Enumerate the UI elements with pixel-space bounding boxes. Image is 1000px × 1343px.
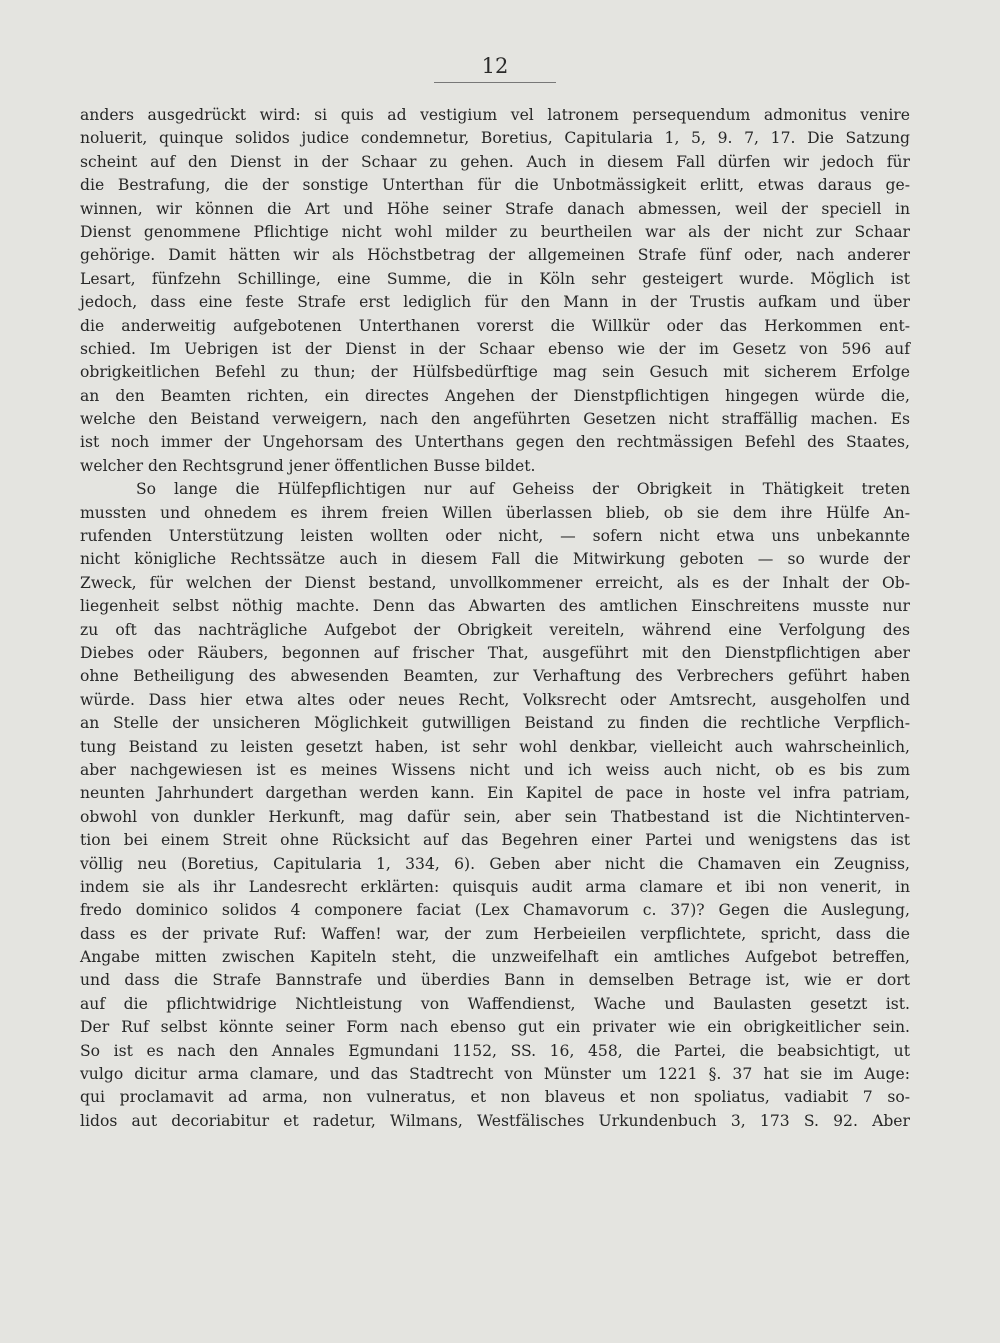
text-line: zu oft das nachträgliche Aufgebot der Obrigkeit vereiteln, während eine Verfolgung des	[80, 620, 910, 639]
text-line: ohne Betheiligung des abwesenden Beamten, zur Verhaftung des Verbrechers geführt haben	[80, 667, 910, 686]
text-line: gehörige. Damit hätten wir als Höchstbetrag der allgemeinen Strafe fünf oder, nach anderer	[80, 246, 910, 265]
text-line: an Stelle der unsicheren Möglichkeit gutwilligen Beistand zu finden die rechtliche Verpflich-	[80, 714, 910, 733]
text-line: liegenheit selbst nöthig machte. Denn das Abwarten des amtlichen Einschreitens musste nur	[80, 597, 910, 616]
text-line: neunten Jahrhundert dargethan werden kann. Ein Kapitel de pace in hoste vel infra patriam,	[80, 784, 910, 803]
text-line: Diebes oder Räubers, begonnen auf frischer That, ausgeführt mit den Dienstpflichtigen aber	[80, 643, 910, 662]
text-line: Dienst genommene Pflichtige nicht wohl milder zu beurtheilen war als der nicht zur Schaar	[80, 222, 910, 241]
text-line: tion bei einem Streit ohne Rücksicht auf das Begehren einer Partei und wenigstens das ist	[80, 831, 910, 850]
text-line: anders ausgedrückt wird: si quis ad vestigium vel latronem persequendum admonitus venire	[80, 106, 910, 124]
text-line: jedoch, dass eine feste Strafe erst lediglich für den Mann in der Trustis aufkam und über	[80, 293, 910, 312]
text-line: fredo dominico solidos 4 componere faciat (Lex Chamavorum c. 37)? Gegen die Auslegung,	[80, 901, 910, 920]
text-line: welcher den Rechtsgrund jener öffentlichen Busse bildet.	[80, 456, 536, 475]
text-line: mussten und ohnedem es ihrem freien Willen überlassen blieb, ob sie dem ihre Hülfe An-	[80, 503, 910, 522]
text-line: tung Beistand zu leisten gesetzt haben, ist sehr wohl denkbar, vielleicht auch wahrscheinlich,	[80, 737, 910, 756]
text-line: So ist es nach den Annales Egmundani 1152, SS. 16, 458, die Partei, die beabsichtigt, ut	[80, 1041, 910, 1060]
text-line: auf die pflichtwidrige Nichtleistung von Waffendienst, Wache und Baulasten gesetzt ist.	[80, 994, 910, 1013]
text-line: schied. Im Uebrigen ist der Dienst in der Schaar ebenso wie der im Gesetz von 596 auf	[80, 339, 910, 358]
text-line: qui proclamavit ad arma, non vulneratus, et non blaveus et non spoliatus, vadiabit 7 so-	[80, 1088, 910, 1107]
body-text	[80, 104, 910, 1133]
text-line: an den Beamten richten, ein directes Angehen der Dienstpflichtigen hingegen würde die,	[80, 386, 910, 405]
text-line: dass es der private Ruf: Waffen! war, der zum Herbeieilen verpflichtete, spricht, dass die	[80, 924, 910, 943]
text-line: die Bestrafung, die der sonstige Unterthan für die Unbotmässigkeit erlitt, etwas daraus ge-	[80, 176, 910, 195]
text-line: ist noch immer der Ungehorsam des Unterthans gegen den rechtmässigen Befehl des Staates,	[80, 433, 910, 452]
text-line: Angabe mitten zwischen Kapiteln steht, die unzweifelhaft ein amtliches Aufgebot betreffen,	[80, 948, 910, 967]
text-line: welche den Beistand verweigern, nach den angeführten Gesetzen nicht straffällig machen. Es	[80, 410, 910, 429]
text-line: rufenden Unterstützung leisten wollten oder nicht, — sofern nicht etwa uns unbekannte	[80, 527, 910, 546]
text-line: indem sie als ihr Landesrecht erklärten: quisquis audit arma clamare et ibi non venerit, in	[80, 877, 910, 896]
text-line: Lesart, fünfzehn Schillinge, eine Summe, die in Köln sehr gesteigert wurde. Möglich ist	[80, 269, 910, 288]
text-line: Der Ruf selbst könnte seiner Form nach ebenso gut ein privater wie ein obrigkeitlicher sein.	[80, 1018, 910, 1037]
text-line: obwohl von dunkler Herkunft, mag dafür sein, aber sein Thatbestand ist die Nichtinterven-	[80, 807, 910, 826]
page-number: 12	[481, 54, 509, 78]
text-line: vulgo dicitur arma clamare, und das Stadtrecht von Münster um 1221 §. 37 hat sie im Auge:	[80, 1065, 910, 1084]
header-rule	[434, 82, 556, 83]
text-line: obrigkeitlichen Befehl zu thun; der Hülfsbedürftige mag sein Gesuch mit sicherem Erfolge	[80, 363, 910, 382]
text-line: würde. Dass hier etwa altes oder neues Recht, Volksrecht oder Amtsrecht, ausgeholfen und	[80, 690, 910, 709]
text-line: und dass die Strafe Bannstrafe und überdies Bann in demselben Betrage ist, wie er dort	[80, 971, 910, 990]
text-line: Zweck, für welchen der Dienst bestand, unvollkommener erreicht, als es der Inhalt der Ob-	[80, 573, 910, 592]
text-line: winnen, wir können die Art und Höhe seiner Strafe danach abmessen, weil der speciell in	[80, 199, 910, 218]
text-line: nicht königliche Rechtssätze auch in diesem Fall die Mitwirkung geboten — so wurde der	[80, 550, 910, 569]
text-line: die anderweitig aufgebotenen Unterthanen vorerst die Willkür oder das Herkommen ent-	[80, 316, 910, 335]
text-line: völlig neu (Boretius, Capitularia 1, 334, 6). Geben aber nicht die Chamaven ein Zeugniss,	[80, 854, 910, 873]
text-line: aber nachgewiesen ist es meines Wissens nicht und ich weiss auch nicht, ob es bis zum	[80, 760, 910, 779]
text-line: So lange die Hülfepflichtigen nur auf Geheiss der Obrigkeit in Thätigkeit treten	[136, 480, 910, 499]
text-line: noluerit, quinque solidos judice condemnetur, Boretius, Capitularia 1, 5, 9. 7, 17. Die Satzung	[80, 129, 910, 148]
text-line: scheint auf den Dienst in der Schaar zu gehen. Auch in diesem Fall dürfen wir jedoch für	[80, 152, 910, 171]
text-line: lidos aut decoriabitur et radetur, Wilmans, Westfälisches Urkundenbuch 3, 173 S. 92. Aber	[80, 1111, 910, 1130]
